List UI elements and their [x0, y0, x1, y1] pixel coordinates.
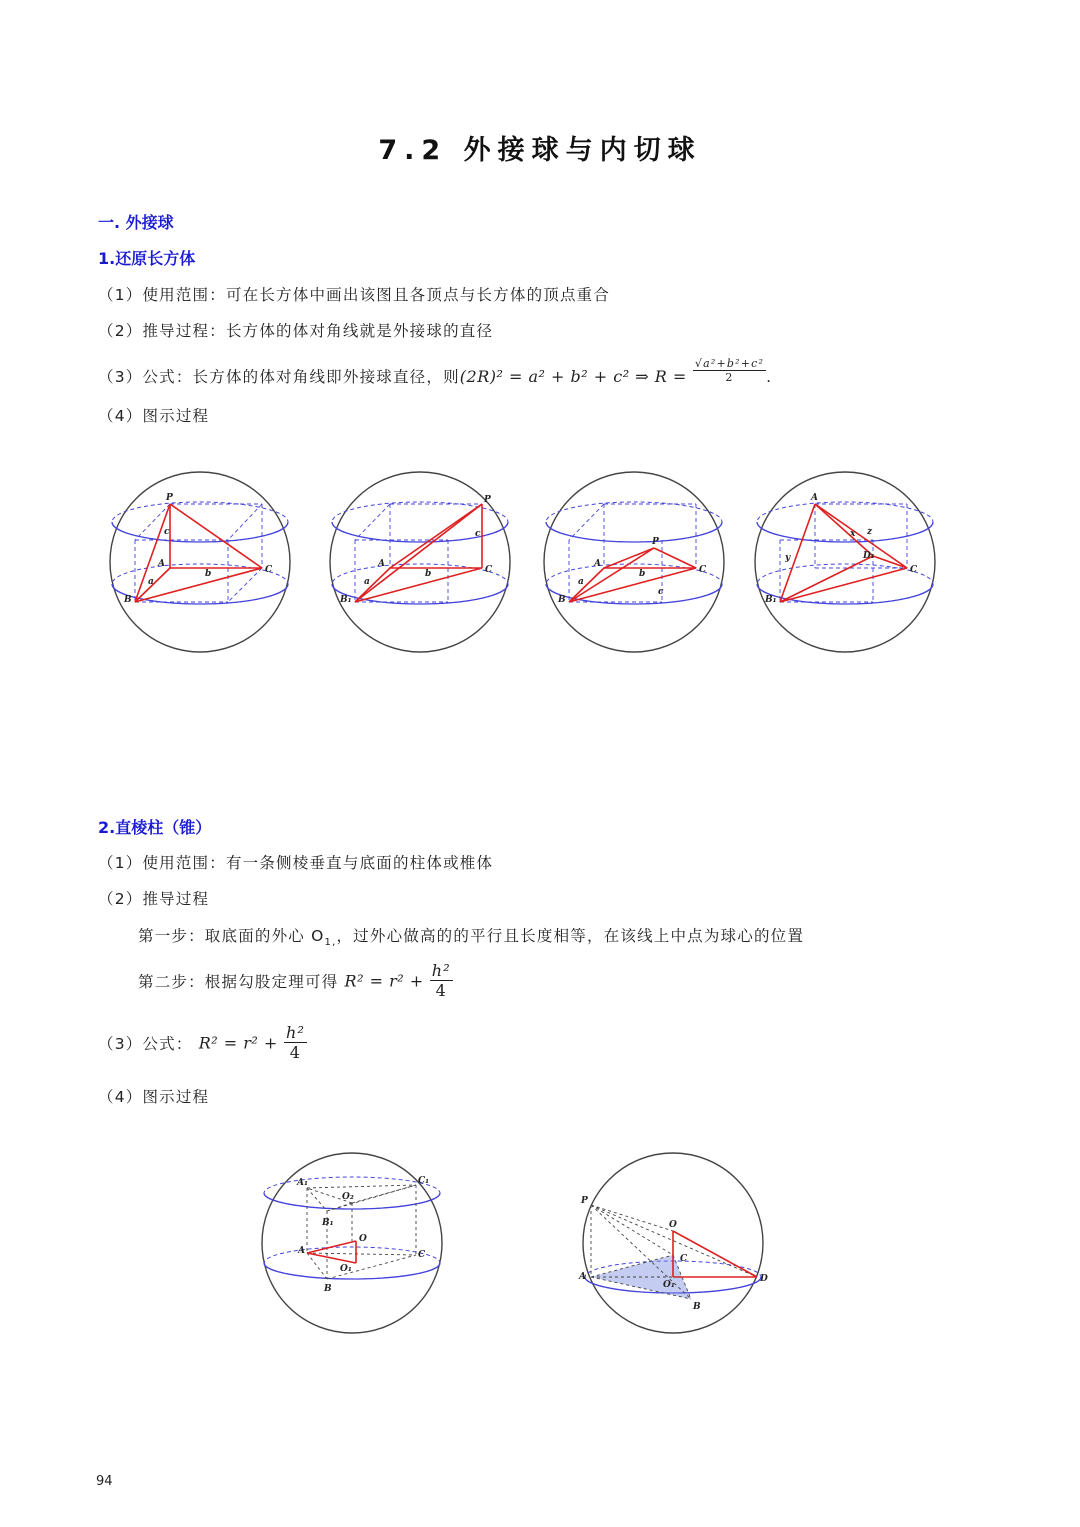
- label-b: b: [425, 569, 432, 579]
- label-y: y: [785, 553, 791, 563]
- sphere-figure-6: [578, 1153, 768, 1333]
- fraction-denominator: 2: [725, 371, 734, 385]
- text-line-formula: [98, 357, 773, 387]
- sphere-figure-1: [110, 472, 290, 652]
- label-B: B: [693, 1302, 701, 1312]
- label-B1: B₁: [322, 1218, 334, 1228]
- label-C: C: [910, 565, 918, 575]
- formula-lead: （3）公式：: [98, 1034, 193, 1053]
- label-O: O: [669, 1220, 677, 1230]
- label-x: x: [850, 529, 856, 539]
- label-D1: D₁: [863, 551, 875, 561]
- label-B: B: [558, 595, 566, 605]
- text-line: （2）推导过程：长方体的体对角线就是外接球的直径: [98, 322, 494, 340]
- step1-rest: ，过外心做高的的平行且长度相等，在该线上中点为球心的位置: [336, 927, 805, 945]
- label-O: O: [359, 1234, 367, 1244]
- label-P: P: [652, 537, 659, 547]
- label-D: D: [760, 1274, 768, 1284]
- subsection-heading-cuboid: 1.还原长方体: [98, 249, 196, 268]
- label-C1: C₁: [418, 1176, 430, 1186]
- label-b: b: [639, 569, 646, 579]
- page-title: 7.2 外接球与内切球: [378, 135, 702, 166]
- label-O1: O₁: [663, 1280, 675, 1290]
- label-A: A: [594, 559, 601, 569]
- sphere-figure-4: [755, 472, 935, 652]
- label-a: a: [578, 577, 584, 587]
- subsection-heading-prism: 2.直棱柱（锥）: [98, 818, 212, 837]
- sphere-figure-5: [262, 1153, 442, 1333]
- step1-subscript: 1,: [324, 937, 337, 949]
- label-a: a: [148, 577, 154, 587]
- label-C: C: [265, 565, 273, 575]
- sphere-figure-3: [544, 472, 724, 652]
- fraction-numerator: h²: [431, 961, 451, 980]
- text-line-step1: [138, 924, 804, 948]
- step2-text: 第二步：根据勾股定理可得: [138, 972, 339, 991]
- text-line: （4）图示过程: [98, 1088, 210, 1106]
- label-P: P: [166, 493, 173, 503]
- label-A: A: [811, 493, 818, 503]
- step2-fraction: [430, 962, 453, 1000]
- text-line: （4）图示过程: [98, 407, 210, 425]
- step1-text: 第一步：取底面的外心 O: [138, 927, 325, 945]
- figure-row-prism: [250, 1150, 790, 1350]
- figure-row-cuboid: [100, 468, 960, 668]
- text-line-step2: [138, 962, 453, 1000]
- label-P: P: [581, 1196, 588, 1206]
- label-z: z: [867, 527, 873, 537]
- formula-cuboid: (2R)² = a² + b² + c² ⇒ R =: [459, 367, 687, 386]
- text-line: （1）使用范围：可在长方体中画出该图且各顶点与长方体的顶点重合: [98, 286, 611, 304]
- fraction-denominator: 4: [289, 1042, 302, 1062]
- label-A: A: [298, 1246, 305, 1256]
- text-line-formula: [98, 1024, 307, 1062]
- text-line: （2）推导过程: [98, 890, 210, 908]
- label-P: P: [484, 495, 491, 505]
- fraction-denominator: 4: [435, 980, 448, 1000]
- label-A: A: [579, 1272, 586, 1282]
- label-C: C: [418, 1250, 426, 1260]
- step2-formula: R² = r² +: [344, 971, 424, 991]
- label-A1: A₁: [297, 1178, 308, 1188]
- formula-end: .: [766, 368, 773, 386]
- label-C: C: [699, 565, 707, 575]
- label-B: B: [124, 595, 132, 605]
- label-a: a: [364, 577, 370, 587]
- fraction-numerator: √a²+b²+c²: [694, 357, 765, 371]
- formula-fraction: [693, 358, 766, 384]
- section-heading-circumscribed: 一. 外接球: [98, 213, 174, 232]
- label-b: b: [205, 569, 212, 579]
- label-A: A: [378, 559, 385, 569]
- label-C: C: [680, 1254, 688, 1264]
- label-A: A: [158, 559, 165, 569]
- label-B1: B₁: [765, 595, 777, 605]
- formula-prism: R² = r² +: [198, 1033, 278, 1053]
- label-c: c: [475, 529, 481, 539]
- page-number: 94: [96, 1474, 113, 1489]
- label-c: c: [658, 587, 664, 597]
- sphere-figure-2: [330, 472, 510, 652]
- label-c: c: [164, 527, 170, 537]
- label-O1: O₁: [340, 1264, 352, 1274]
- label-O2: O₂: [342, 1192, 354, 1202]
- formula-fraction: [284, 1024, 307, 1062]
- label-B1: B₁: [340, 595, 352, 605]
- text-line: （1）使用范围：有一条侧棱垂直与底面的柱体或椎体: [98, 854, 494, 872]
- label-B: B: [324, 1284, 332, 1294]
- label-C: C: [485, 565, 493, 575]
- formula-lead: （3）公式：长方体的体对角线即外接球直径，则: [98, 368, 460, 386]
- fraction-numerator: h²: [285, 1023, 306, 1042]
